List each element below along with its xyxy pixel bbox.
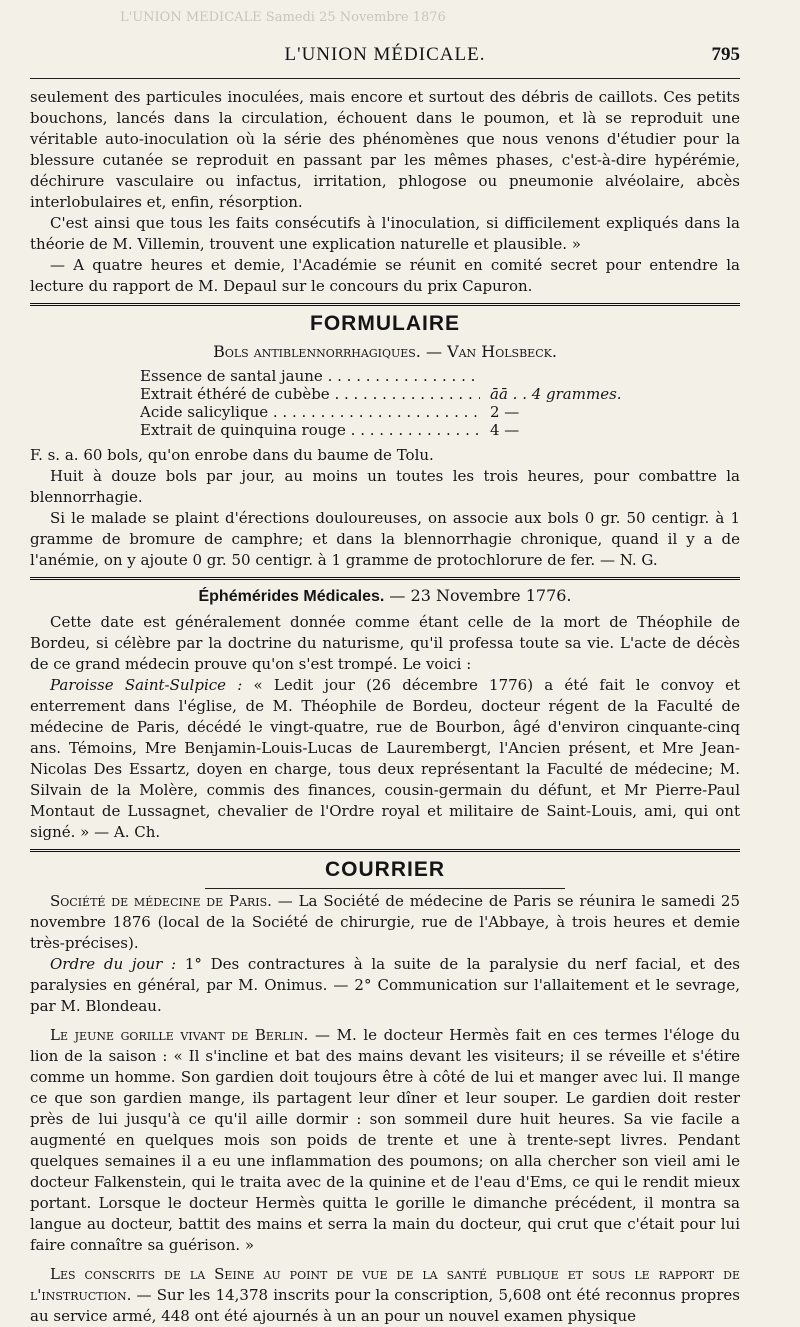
societe-text: — La Société de médecine de Paris se réunira le samedi 25 novembre 1876 (local de la Société de chirurgie, rue de l'Abbaye, à trois heures et demie très-précises). xyxy=(30,892,741,952)
courrier-title: COURRIER xyxy=(324,858,445,881)
gorille-text: — M. le docteur Hermès fait en ces termes l'éloge du lion de la saison : « Il s'incline et bat des mains devant les visiteurs; il se réveille et s'étire comme un homme. Son gardien doit toujours être à côté de lui et manger avec lui. Il mange ce que son gardien mange, ils partagent leur dîner et leur souper. Le gardien doit rester près de lui jusqu'à ce qu'il aille dormir : son sommeil dure huit heures. Sa vie facile a augmenté en quelques mois son poids de trente et une à trente-sept livres. Pendant quelques semaines il a eu une inflammation des poumons; on alla chercher son vieil ami le docteur Falkenstein, qui le traita avec de la quinine et de l'eau d'Ems, ce qui le rendit mieux portant. Lorsque le docteur Hermès quitta le gorille le dimanche précédent, il montra sa langue au docteur, battit des mains et serra la main du docteur, qui crut que c'était pour lui faire connaître sa guérison. » xyxy=(30,1026,740,1254)
recipe-row xyxy=(140,403,640,421)
courrier-ordre xyxy=(30,954,740,1017)
page-number: 795 xyxy=(711,44,740,65)
section-rule xyxy=(30,303,740,306)
parish-record: « Ledit jour (26 décembre 1776) a été fait le convoy et enterrement dans l'église, de M. Théophile de Bordeu, docteur régent de la Faculté de médecine de Paris, décédé le vingt-quatre, rue de Bourbon, âgé d'environ cinquante-cinq ans. Témoins, Mre Benjamin-Louis-Lucas de Laurembergt, l'Ancien présent, et Mre Jean-Nicolas Des Essartz, doyen en charge, tous deux représentant la Faculté de médecine; M. Silvain de la Molère, commis des finances, cousin-germain du défunt, et Mr Pierre-Paul Montaut de Lussagnet, chevalier de l'Ordre royal et militaire de Saint-Louis, ami, qui ont signé. » — A. Ch. xyxy=(30,676,740,841)
recipe-row xyxy=(140,367,640,385)
ingredient-name: Essence de santal jaune . . . xyxy=(140,367,480,385)
ordre-text: 1° Des contractures à la suite de la paralysie du nerf facial, et des paralysies en général, par M. Onimus. — 2° Communication sur l'allaitement et le sevrage, par M. Blondeau. xyxy=(30,955,740,1015)
courrier-conscrits xyxy=(30,1264,740,1327)
parish-lead: Paroisse Saint-Sulpice : xyxy=(50,676,243,694)
formulaire-paragraph-2: Huit à douze bols par jour, au moins un toutes les trois heures, pour combattre la blennorrhagie. xyxy=(30,467,740,506)
recipe-row xyxy=(140,385,640,403)
conscrits-lead: Les conscrits de la Seine au point de vue de la santé publique et sous le rapport de l'instruction. xyxy=(30,1265,740,1304)
courrier-societe xyxy=(30,891,740,954)
ephemerides-paragraph-1: Cette date est généralement donnée comme étant celle de la mort de Théophile de Bordeu, si célèbre par la doctrine du naturisme, qu'il professa toute sa vie. L'acte de décès de ce grand médecin prouve qu'on s'est trompé. Le voici : xyxy=(30,613,740,673)
ephemerides-title xyxy=(30,586,740,606)
ephemerides-title-date: — 23 Novembre 1776. xyxy=(389,586,572,605)
recipe-row xyxy=(140,421,640,439)
section-rule xyxy=(30,849,740,852)
header-rule xyxy=(30,78,740,79)
intro-paragraph-1: seulement des particules inoculées, mais encore et surtout des débris de caillots. Ces petits bouchons, lancés dans la circulation, échouent dans le poumon, et là se reproduit une véritable auto-inoculation où la série des phénomènes que nous venons d'étudier pour la blessure cutanée se reproduit en passant par les mêmes phases, c'est-à-dire hypérémie, déchirure vasculaire ou infactus, irritation, phlogose ou pneumonie alvéolaire, abcès interlobulaires et, enfin, résorption. xyxy=(30,88,740,211)
journal-title: L'UNION MÉDICALE. xyxy=(284,44,486,65)
courrier-gorille xyxy=(30,1025,740,1256)
courrier-underline xyxy=(205,888,565,889)
section-rule xyxy=(30,577,740,580)
recipe-title: Bols antiblennorrhagiques. — Van Holsbeck. xyxy=(213,342,557,361)
intro-paragraph-3: — A quatre heures et demie, l'Académie se réunit en comité secret pour entendre la lecture du rapport de M. Depaul sur le concours du prix Capuron. xyxy=(30,256,740,295)
recipe-table xyxy=(140,367,640,439)
conscrits-text: — Sur les 14,378 inscrits pour la conscription, 5,608 ont été reconnus propres au service armé, 448 ont été ajournés à un an pour un nouvel examen physique xyxy=(30,1286,740,1325)
ingredient-name: Acide salicylique . . . xyxy=(140,403,480,421)
intro-paragraph-2: C'est ainsi que tous les faits consécutifs à l'inoculation, si difficilement expliqués dans la théorie de M. Villemin, trouvent une explication naturelle et plausible. » xyxy=(30,214,740,253)
ingredient-qty xyxy=(480,367,630,385)
ingredient-qty: 4 — xyxy=(490,421,520,439)
formulaire-title: FORMULAIRE xyxy=(310,312,460,335)
ingredient-qty: āā . . 4 grammes. xyxy=(490,385,622,403)
ingredient-name: Extrait éthéré de cubèbe . . . xyxy=(140,385,480,403)
bleed-through-header: L'UNION MÉDICALE Samedi 25 Novembre 1876 xyxy=(120,10,446,25)
ingredient-name: Extrait de quinquina rouge . . . xyxy=(140,421,480,439)
ordre-lead: Ordre du jour : xyxy=(50,955,177,973)
ephemerides-paragraph-2 xyxy=(30,675,740,843)
ephemerides-title-main: Éphémérides Médicales. xyxy=(198,588,385,605)
societe-lead: Société de médecine de Paris. xyxy=(50,892,272,910)
ingredient-qty: 2 — xyxy=(490,403,520,421)
running-head xyxy=(30,40,740,72)
formulaire-paragraph-3: Si le malade se plaint d'érections douloureuses, on associe aux bols 0 gr. 50 centigr. à 1 gramme de bromure de camphre; et dans la blennorrhagie chronique, quand il y a de l'anémie, on y ajoute 0 gr. 50 centigr. à 1 gramme de protochlorure de fer. — N. G. xyxy=(30,509,740,569)
formulaire-paragraph-1: F. s. a. 60 bols, qu'on enrobe dans du baume de Tolu. xyxy=(30,446,434,464)
gorille-lead: Le jeune gorille vivant de Berlin. xyxy=(50,1026,309,1044)
